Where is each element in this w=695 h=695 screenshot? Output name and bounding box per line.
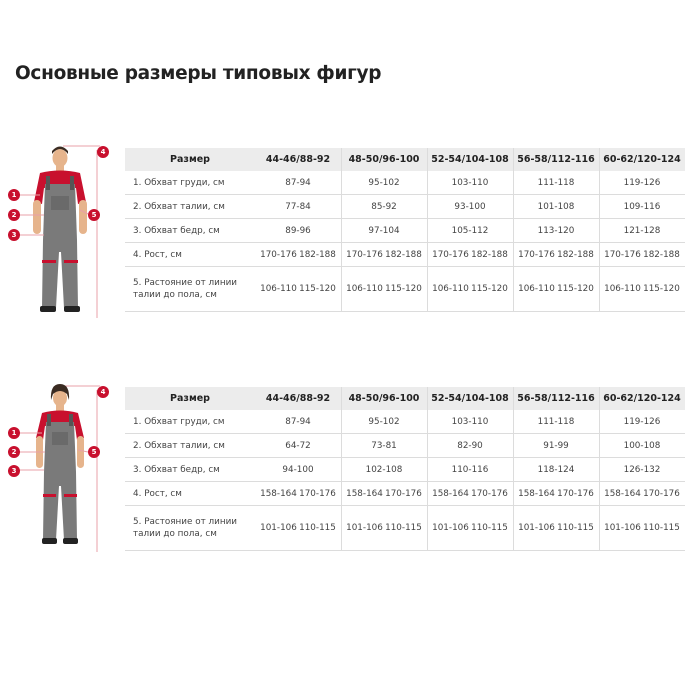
value-b: 115-120 [471, 284, 508, 294]
table-row [125, 243, 685, 267]
table-header-row [125, 148, 685, 171]
column-divider [341, 148, 342, 312]
row-label: 2. Обхват талии, см [133, 440, 225, 451]
table-row [125, 171, 685, 195]
marker-4-badge: 4 [97, 386, 109, 398]
table-cell: 97-104 [368, 225, 400, 236]
value-b: 182-188 [385, 249, 422, 260]
table-row [125, 506, 685, 551]
table-cell: 110-116 [451, 464, 489, 475]
table-cell: 119-126 [623, 416, 661, 427]
table-row [125, 219, 685, 243]
table-cell: 94-100 [282, 464, 314, 475]
table-cell [255, 482, 341, 505]
table-cell [427, 506, 513, 550]
header-label: Размер [170, 153, 210, 165]
row-label: 4. Рост, см [133, 488, 182, 499]
column-divider [599, 148, 600, 312]
table-row [125, 434, 685, 458]
marker-5-badge: 5 [88, 446, 100, 458]
table-cell: 85-92 [371, 201, 397, 212]
marker-1-badge: 1 [8, 189, 20, 201]
value-b: 115-120 [643, 284, 680, 294]
column-divider [427, 148, 428, 312]
table-cell: 95-102 [368, 416, 400, 427]
value-a: 101-106 [518, 523, 555, 533]
table-cell [599, 482, 685, 505]
size-header: 48-50/96-100 [348, 154, 420, 165]
table-row [125, 482, 685, 506]
table-cell [427, 243, 513, 266]
size-header: 48-50/96-100 [348, 393, 420, 404]
table-cell: 113-120 [537, 225, 575, 236]
table-cell: 111-118 [537, 416, 575, 427]
column-divider [341, 387, 342, 551]
row-label: 3. Обхват бедр, см [133, 225, 220, 236]
value-a: 158-164 [604, 488, 641, 499]
value-b: 170-176 [299, 488, 336, 499]
size-header: 52-54/104-108 [431, 393, 509, 404]
table-cell: 103-110 [451, 416, 489, 427]
table-cell: 95-102 [368, 177, 400, 188]
marker-2-badge: 2 [8, 446, 20, 458]
marker-3-badge: 3 [8, 465, 20, 477]
row-label: 3. Обхват бедр, см [133, 464, 220, 475]
table-row [125, 195, 685, 219]
table-cell: 93-100 [454, 201, 486, 212]
value-a: 106-110 [518, 284, 555, 294]
size-header: 60-62/120-124 [603, 393, 681, 404]
value-b: 110-115 [471, 523, 508, 533]
size-table-male [125, 148, 685, 312]
table-cell: 109-116 [623, 201, 661, 212]
value-b: 170-176 [643, 488, 680, 499]
table-cell [255, 506, 341, 550]
table-cell [341, 267, 427, 311]
value-a: 170-176 [260, 249, 297, 260]
size-header: 56-58/112-116 [517, 154, 595, 165]
marker-3-badge: 3 [8, 229, 20, 241]
row-label: 5. Растояние от линии талии до пола, см [133, 517, 238, 539]
table-cell: 119-126 [623, 177, 661, 188]
female-worker-icon [0, 380, 125, 570]
value-b: 182-188 [471, 249, 508, 260]
value-b: 115-120 [385, 284, 422, 294]
table-cell [599, 506, 685, 550]
male-figure-illustration [0, 140, 125, 330]
value-a: 170-176 [518, 249, 555, 260]
value-a: 101-106 [604, 523, 641, 533]
table-cell [341, 243, 427, 266]
row-label: 5. Растояние от линии талии до пола, см [133, 278, 238, 300]
value-a: 106-110 [260, 284, 297, 294]
value-b: 182-188 [557, 249, 594, 260]
table-cell [255, 267, 341, 311]
value-b: 110-115 [557, 523, 594, 533]
table-cell: 73-81 [371, 440, 397, 451]
value-a: 158-164 [432, 488, 469, 499]
table-cell [599, 243, 685, 266]
table-cell [513, 506, 599, 550]
table-cell [427, 482, 513, 505]
value-a: 106-110 [432, 284, 469, 294]
table-row [125, 458, 685, 482]
table-cell: 100-108 [623, 440, 661, 451]
size-table-female [125, 387, 685, 551]
size-header: 56-58/112-116 [517, 393, 595, 404]
table-cell [513, 267, 599, 311]
table-cell: 77-84 [285, 201, 311, 212]
value-a: 170-176 [604, 249, 641, 260]
value-b: 170-176 [385, 488, 422, 499]
table-cell: 89-96 [285, 225, 311, 236]
row-label: 1. Обхват груди, см [133, 177, 225, 188]
table-cell: 64-72 [285, 440, 311, 451]
value-b: 170-176 [471, 488, 508, 499]
value-b: 170-176 [557, 488, 594, 499]
table-cell: 102-108 [365, 464, 403, 475]
table-cell: 121-128 [623, 225, 661, 236]
row-label: 1. Обхват груди, см [133, 416, 225, 427]
value-a: 158-164 [346, 488, 383, 499]
marker-5-badge: 5 [88, 209, 100, 221]
column-divider [513, 387, 514, 551]
value-a: 170-176 [346, 249, 383, 260]
value-b: 110-115 [299, 523, 336, 533]
value-b: 182-188 [299, 249, 336, 260]
table-cell [341, 482, 427, 505]
row-label: 4. Рост, см [133, 249, 182, 260]
table-row [125, 267, 685, 312]
value-b: 110-115 [643, 523, 680, 533]
size-header: 44-46/88-92 [265, 154, 331, 165]
value-a: 106-110 [604, 284, 641, 294]
marker-2-badge: 2 [8, 209, 20, 221]
table-cell: 118-124 [537, 464, 575, 475]
marker-4-badge: 4 [97, 146, 109, 158]
table-cell [255, 243, 341, 266]
value-a: 106-110 [346, 284, 383, 294]
table-cell [513, 243, 599, 266]
female-figure-illustration [0, 380, 125, 570]
table-header-row [125, 387, 685, 410]
value-a: 101-106 [346, 523, 383, 533]
column-divider [427, 387, 428, 551]
value-a: 101-106 [260, 523, 297, 533]
table-cell [427, 267, 513, 311]
table-cell: 91-99 [543, 440, 569, 451]
column-divider [599, 387, 600, 551]
table-cell: 101-108 [537, 201, 575, 212]
value-b: 110-115 [385, 523, 422, 533]
value-a: 158-164 [260, 488, 297, 499]
value-b: 115-120 [557, 284, 594, 294]
table-cell: 111-118 [537, 177, 575, 188]
table-row [125, 410, 685, 434]
size-header: 44-46/88-92 [265, 393, 331, 404]
size-header: 52-54/104-108 [431, 154, 509, 165]
table-cell: 126-132 [623, 464, 661, 475]
table-cell [341, 506, 427, 550]
row-label: 2. Обхват талии, см [133, 201, 225, 212]
value-b: 182-188 [643, 249, 680, 260]
value-a: 158-164 [518, 488, 555, 499]
table-cell: 87-94 [285, 416, 311, 427]
value-a: 170-176 [432, 249, 469, 260]
value-b: 115-120 [299, 284, 336, 294]
page-title: Основные размеры типовых фигур [15, 63, 382, 84]
table-cell: 105-112 [451, 225, 489, 236]
table-cell: 87-94 [285, 177, 311, 188]
header-label: Размер [170, 392, 210, 404]
marker-1-badge: 1 [8, 427, 20, 439]
table-cell [599, 267, 685, 311]
table-cell [513, 482, 599, 505]
table-cell: 103-110 [451, 177, 489, 188]
table-cell: 82-90 [457, 440, 483, 451]
value-a: 101-106 [432, 523, 469, 533]
column-divider [513, 148, 514, 312]
size-header: 60-62/120-124 [603, 154, 681, 165]
